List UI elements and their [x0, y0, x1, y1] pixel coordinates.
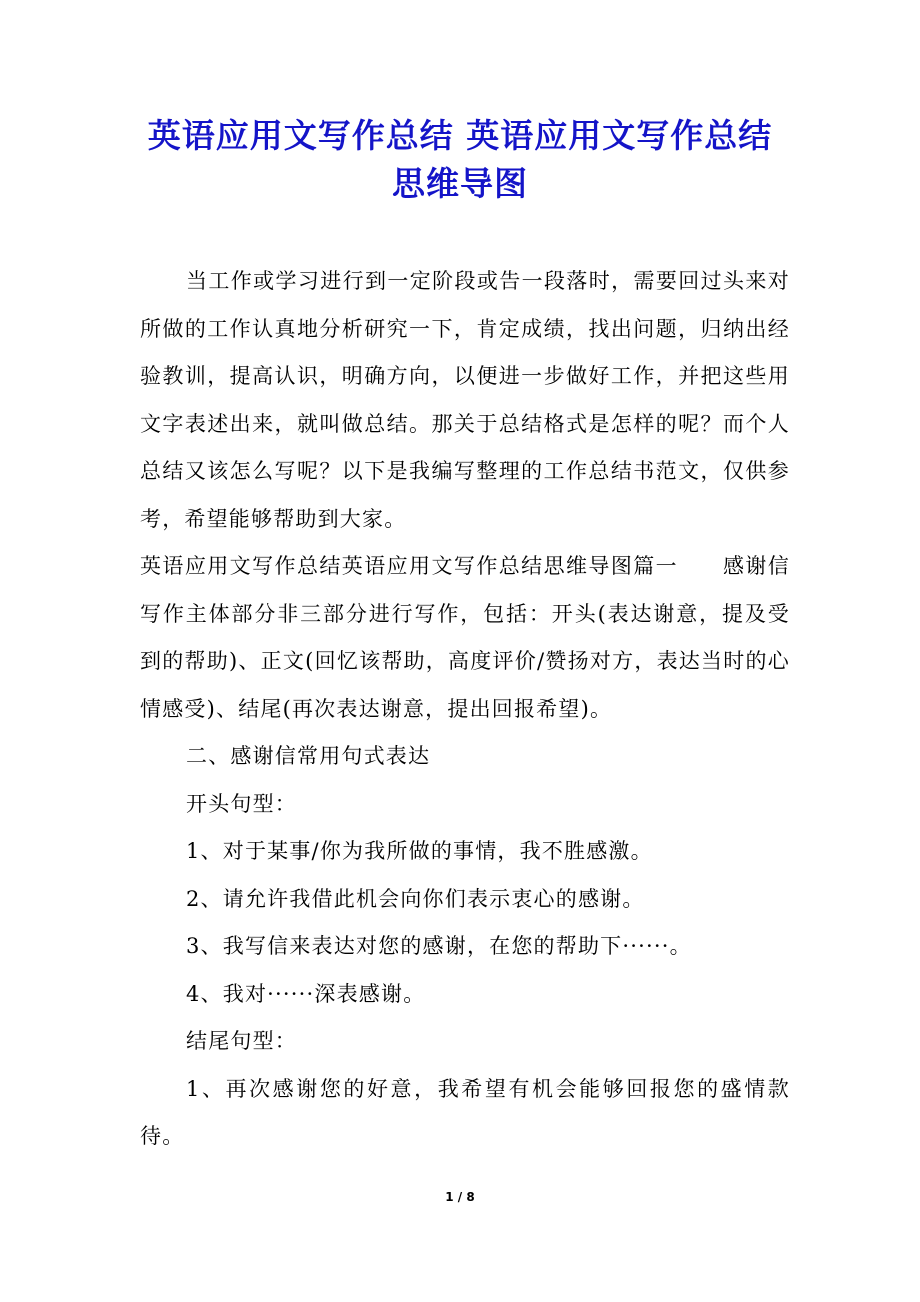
- title-line-2: 思维导图: [392, 164, 528, 203]
- document-body: [140, 258, 790, 1161]
- list-item: 1、再次感谢您的好意，我希望有机会能够回报您的盛情款待。: [140, 1076, 790, 1148]
- list-item: 1、对于某事/你为我所做的事情，我不胜感激。: [186, 839, 653, 863]
- opening-patterns-heading: 开头句型：: [186, 791, 297, 816]
- section-one-paragraph: 英语应用文写作总结英语应用文写作总结思维导图篇一 感谢信写作主体部分非三部分进行写作，包括：开头(表达谢意，提及受到的帮助)、正文(回忆该帮助，高度评价/赞扬对方，表达当时的心情感受)、结尾(再次表达谢意，提出回报希望)。: [140, 554, 790, 721]
- list-item: 4、我对······深表感谢。: [186, 981, 426, 1006]
- closing-patterns-heading: 结尾句型：: [186, 1029, 297, 1053]
- document-title: [100, 112, 820, 208]
- page-number: 1 / 8: [445, 1190, 475, 1204]
- list-item: 3、我写信来表达对您的感谢，在您的帮助下······。: [186, 934, 692, 958]
- section-heading: 二、感谢信常用句式表达: [186, 744, 431, 768]
- title-line-1: 英语应用文写作总结 英语应用文写作总结: [147, 116, 773, 155]
- list-item: 2、请允许我借此机会向你们表示衷心的感谢。: [186, 886, 645, 911]
- intro-paragraph: 当工作或学习进行到一定阶段或告一段落时，需要回过头来对所做的工作认真地分析研究一下，肯定成绩，找出问题，归纳出经验教训，提高认识，明确方向，以便进一步做好工作，并把这些用文字表述出来，就叫做总结。那关于总结格式是怎样的呢？而个人总结又该怎么写呢？以下是我编写整理的工作总结书范文，仅供参考，希望能够帮助到大家。: [140, 269, 790, 531]
